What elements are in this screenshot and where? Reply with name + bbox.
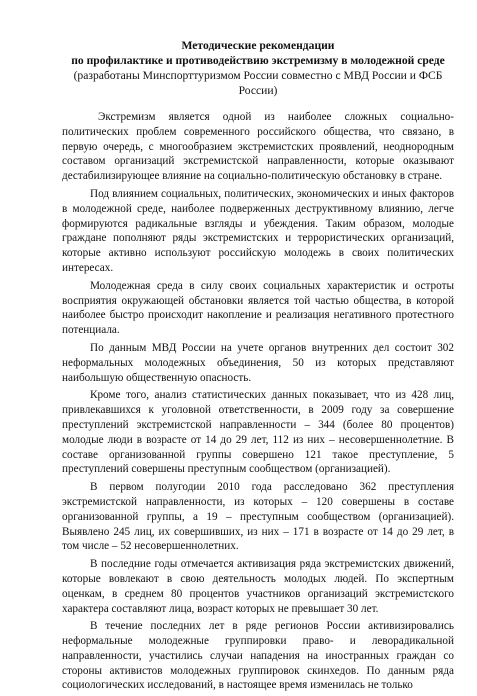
paragraph: В первом полугодии 2010 года расследовано 362 преступления экстремистской направленности, из которых – 120 совершены в составе организованной группы, а 19 – преступным сообществом (организацией). Выявлено 245 лиц, их совершивших, из них – 171 в возрасте от 14 до 29 лет, в том числе – 52 несовершеннолетних. (62, 481, 454, 553)
paragraph: Экстремизм является одной из наиболее сложных социально-политических проблем современного российского общества, что связано, в первую очередь, с многообразием экстремистских проявлений, неоднородным составом организаций экстремистской направленности, которые оказывают дестабилизирующее влияние на социально-политическую обстановку в стране. (62, 111, 454, 183)
paragraph: В течение последних лет в ряде регионов России активизировались неформальные молодежные группировки право- и леворадикальной направленности, участились случаи нападения на иностранных граждан со стороны активистов молодежных группировок скинхедов. По данным ряда социологических исследований, в настоящее время изменилась не только (62, 620, 454, 692)
paragraph: Под влиянием социальных, политических, экономических и иных факторов в молодежной среде, наиболее подверженных деструктивному влиянию, легче формируются радикальные взгляды и убеждения. Таким образом, молодые граждане пополняют ряды экстремистских и террористических организаций, которые активно используют российскую молодежь в своих политических интересах. (62, 187, 454, 274)
paragraph: По данным МВД России на учете органов внутренних дел состоит 302 неформальных молодежных объединения, 50 из которых представляют наибольшую общественную опасность. (62, 341, 454, 384)
paragraph: Кроме того, анализ статистических данных показывает, что из 428 лиц, привлекавшихся к уголовной ответственности, в 2009 году за совершение преступлений экстремистской направленности – 344 (более 80 процентов) молодые люди в возрасте от 14 до 29 лет, 112 из них – несовершеннолетние. В составе организованной группы совершено 121 такое преступление, 5 преступлений совершены преступным сообществом (организацией). (62, 389, 454, 476)
paragraph: Молодежная среда в силу своих социальных характеристик и остроты восприятия окружающей обстановки является той частью общества, в которой наиболее быстро происходит накопление и реализация негативного протестного потенциала. (62, 279, 454, 337)
document-page (62, 38, 454, 696)
document-title-subject: по профилактике и противодействию экстремизму в молодежной среде (71, 54, 445, 67)
paragraph: В последние годы отмечается активизация ряда экстремистских движений, которые вовлекают в свою деятельность молодых людей. По экспертным оценкам, в среднем 80 процентов участников организаций экстремистского характера составляют лица, возраст которых не превышает 30 лет. (62, 558, 454, 615)
document-title: Методические рекомендации (181, 39, 335, 52)
document-header (62, 38, 454, 98)
document-subtitle: (разработаны Минспорттуризмом России совместно с МВД России и ФСБ России) (73, 69, 443, 97)
